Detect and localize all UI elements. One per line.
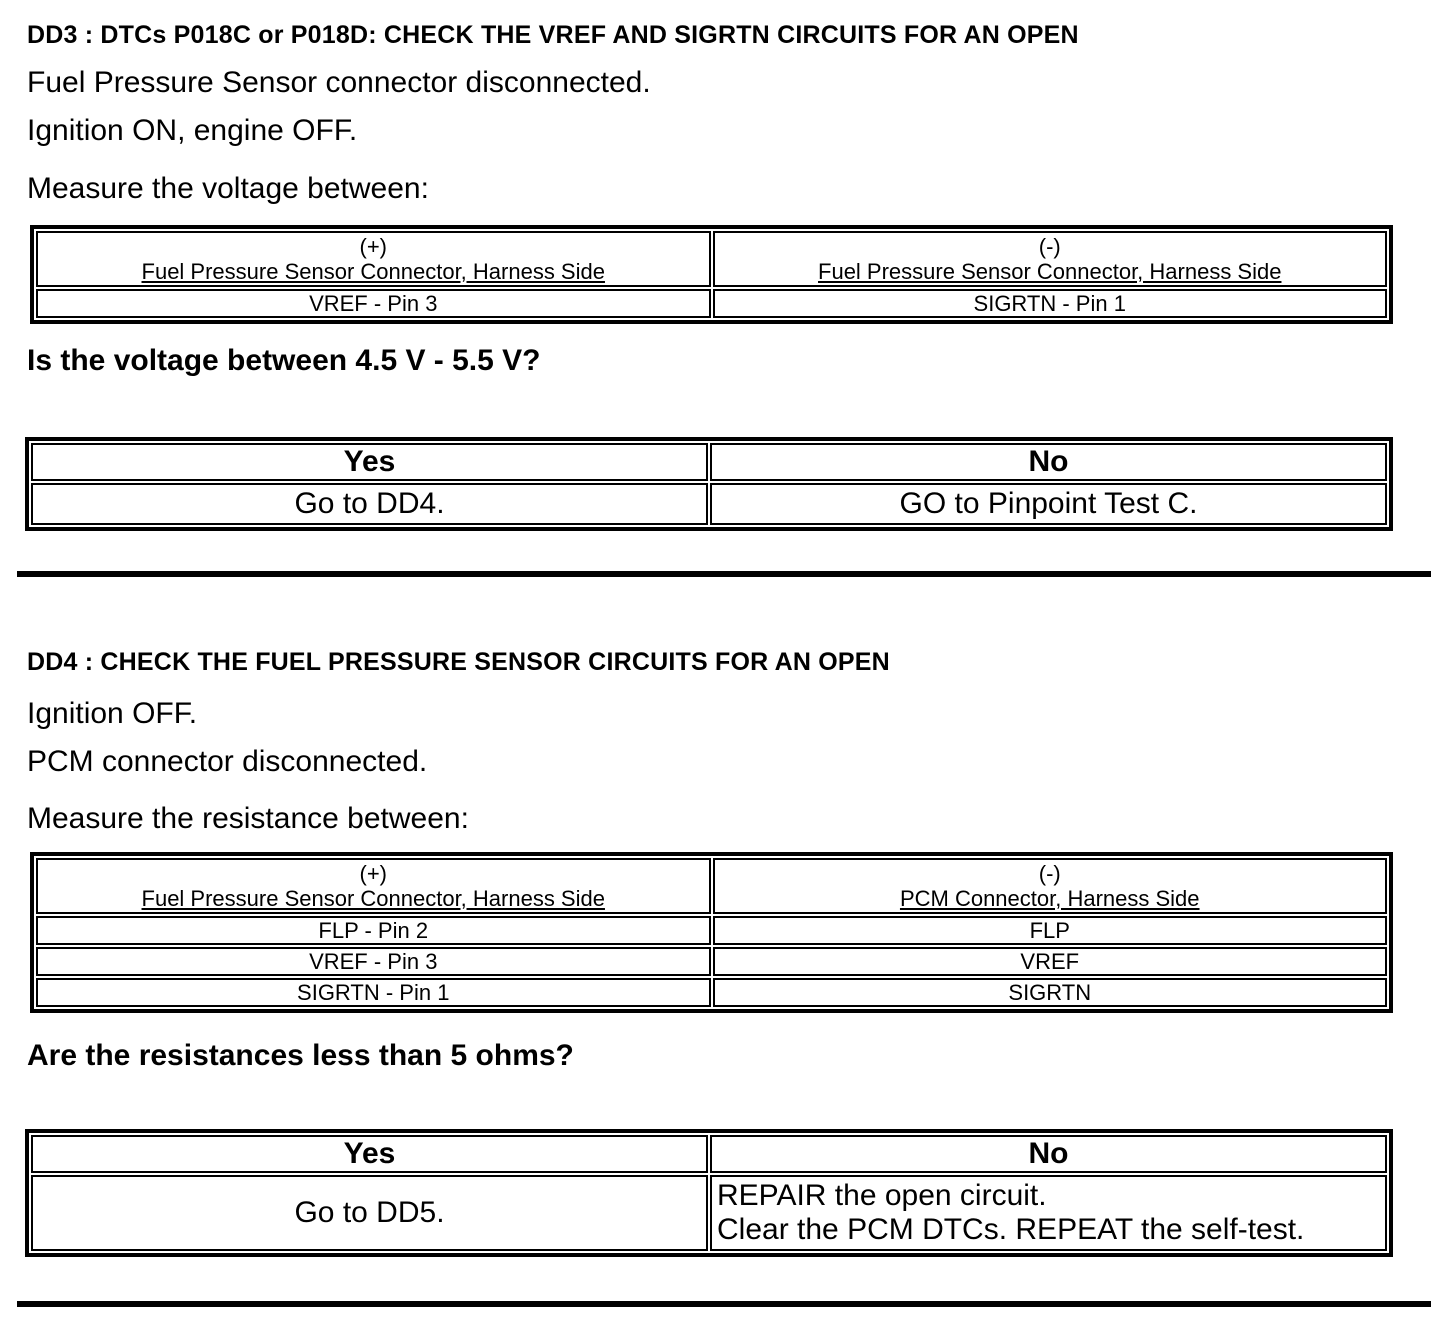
dd4-question: Are the resistances less than 5 ohms? [27,1039,574,1072]
dd4-step-measure: Measure the resistance between: [27,802,469,835]
negative-pin-cell: VREF [713,947,1388,976]
positive-pin-cell: VREF - Pin 3 [36,289,711,318]
dd3-heading: DD3 : DTCs P018C or P018D: CHECK THE VREF AND SIGRTN CIRCUITS FOR AN OPEN [27,21,1079,49]
no-action-line-2: Clear the PCM DTCs. REPEAT the self-test. [717,1213,1305,1246]
negative-header-cell [713,231,1388,287]
table-header-row [36,858,1387,914]
dd3-question: Is the voltage between 4.5 V - 5.5 V? [27,344,541,377]
table-row [36,947,1387,976]
negative-polarity-label: (-) [1038,234,1061,259]
positive-header-cell [36,231,711,287]
bottom-divider-rule [17,1301,1431,1307]
table-header-row [36,231,1387,287]
table-row [36,978,1387,1007]
negative-pin-cell: SIGRTN [713,978,1388,1007]
positive-polarity-label: (+) [359,861,387,886]
dd4-step-connector: PCM connector disconnected. [27,745,428,778]
dd4-resistance-measure-table [30,852,1393,1013]
yes-action-cell: Go to DD5. [31,1175,708,1251]
negative-connector-label: PCM Connector, Harness Side [899,886,1200,911]
no-header-cell: No [710,443,1387,481]
dd4-heading: DD4 : CHECK THE FUEL PRESSURE SENSOR CIRCUITS FOR AN OPEN [27,648,890,676]
yes-action-cell: Go to DD4. [31,483,708,525]
dd4-step-ignition: Ignition OFF. [27,697,198,730]
no-action-line-1: REPAIR the open circuit. [717,1179,1047,1212]
negative-connector-label: Fuel Pressure Sensor Connector, Harness Side [818,259,1282,284]
dd3-step-ignition: Ignition ON, engine OFF. [27,114,358,147]
dd3-step-measure: Measure the voltage between: [27,172,429,205]
negative-polarity-label: (-) [1038,861,1061,886]
no-action-cell: GO to Pinpoint Test C. [710,483,1387,525]
dd3-voltage-measure-table [30,225,1393,324]
yes-header-cell: Yes [31,443,708,481]
dd3-decision-table [25,437,1393,531]
positive-connector-label: Fuel Pressure Sensor Connector, Harness Side [141,886,605,911]
dd4-decision-table [25,1129,1393,1257]
table-row [31,1175,1387,1251]
table-header-row [31,443,1387,481]
positive-pin-cell: FLP - Pin 2 [36,916,711,945]
table-header-row [31,1135,1387,1173]
positive-polarity-label: (+) [359,234,387,259]
negative-header-cell [713,858,1388,914]
positive-header-cell [36,858,711,914]
negative-pin-cell: SIGRTN - Pin 1 [713,289,1388,318]
yes-header-cell: Yes [31,1135,708,1173]
positive-connector-label: Fuel Pressure Sensor Connector, Harness Side [141,259,605,284]
section-divider-rule [17,571,1431,577]
negative-pin-cell: FLP [713,916,1388,945]
table-row [31,483,1387,525]
no-action-cell [710,1175,1387,1251]
table-row [36,916,1387,945]
dd3-step-connector: Fuel Pressure Sensor connector disconnected. [27,66,651,99]
table-row [36,289,1387,318]
positive-pin-cell: SIGRTN - Pin 1 [36,978,711,1007]
no-header-cell: No [710,1135,1387,1173]
positive-pin-cell: VREF - Pin 3 [36,947,711,976]
